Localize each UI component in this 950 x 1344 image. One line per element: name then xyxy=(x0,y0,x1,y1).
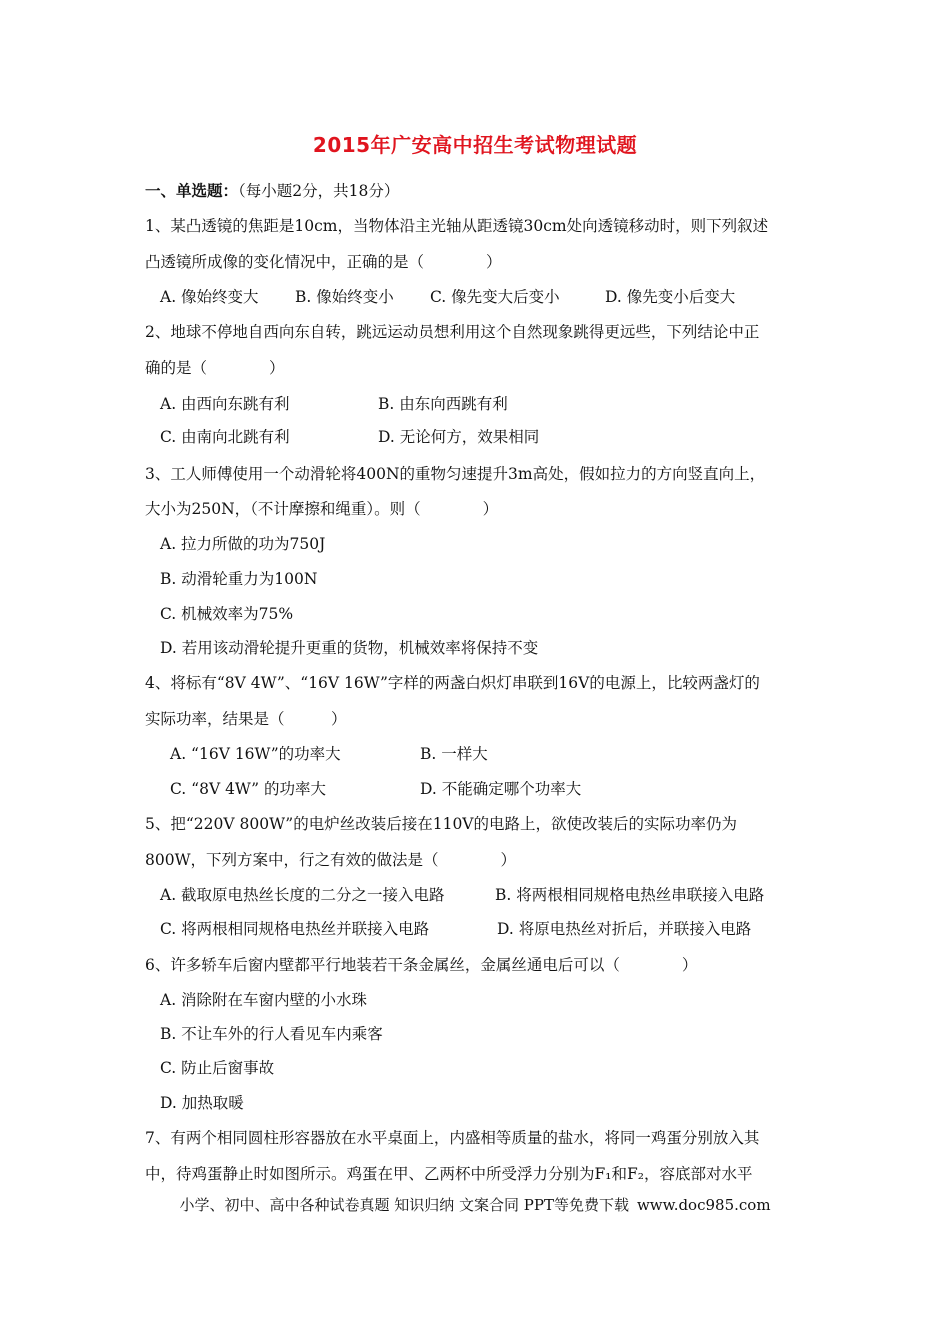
question-1-option-a: A. 像始终变大 xyxy=(160,288,259,306)
question-7-line-2: 中，待鸡蛋静止时如图所示。鸡蛋在甲、乙两杯中所受浮力分别为F₁和F₂，容底部对水平 xyxy=(145,1165,753,1183)
question-6-option-b: B. 不让车外的行人看见车内乘客 xyxy=(160,1025,383,1043)
question-2-line-2: 确的是（ ） xyxy=(145,359,285,377)
question-4-line-2: 实际功率，结果是（ ） xyxy=(145,710,347,728)
question-3-line-1: 3、工人师傅使用一个动滑轮将400N的重物匀速提升3m高处，假如拉力的方向竖直向上， xyxy=(145,465,766,483)
question-4-option-c: C. “8V 4W” 的功率大 xyxy=(170,780,326,798)
page-footer xyxy=(0,1194,950,1215)
page-title: 2015年广安高中招生考试物理试题 xyxy=(312,133,638,157)
question-7-line-1: 7、有两个相同圆柱形容器放在水平桌面上，内盛相等质量的盐水，将同一鸡蛋分别放入其 xyxy=(145,1129,760,1147)
question-3-option-b: B. 动滑轮重力为100N xyxy=(160,570,318,588)
question-6-option-a: A. 消除附在车窗内壁的小水珠 xyxy=(160,991,368,1009)
question-5-option-b: B. 将两根相同规格电热丝串联接入电路 xyxy=(495,886,765,904)
question-2-option-a: A. 由西向东跳有利 xyxy=(160,395,290,413)
question-2-option-b: B. 由东向西跳有利 xyxy=(378,395,508,413)
question-1-option-c: C. 像先变大后变小 xyxy=(430,288,560,306)
question-4-line-1: 4、将标有“8V 4W”、“16V 16W”字样的两盏白炽灯串联到16V的电源上，比较两盏灯的 xyxy=(145,674,760,692)
question-6-line-1: 6、许多轿车后窗内壁都平行地装若干条金属丝，金属丝通电后可以（ ） xyxy=(145,956,698,974)
section-heading-label: 一、单选题： xyxy=(145,181,239,200)
question-4-option-b: B. 一样大 xyxy=(420,745,488,763)
question-4-option-a: A. “16V 16W”的功率大 xyxy=(170,745,341,763)
question-2-line-1: 2、地球不停地自西向东自转，跳远运动员想利用这个自然现象跳得更远些，下列结论中正 xyxy=(145,323,760,341)
question-3-option-c: C. 机械效率为75% xyxy=(160,605,294,623)
question-3-line-2: 大小为250N，（不计摩擦和绳重）。则（ ） xyxy=(145,500,499,518)
question-5-option-a: A. 截取原电热丝长度的二分之一接入电路 xyxy=(160,886,445,904)
question-2-option-d: D. 无论何方，效果相同 xyxy=(378,428,540,446)
question-6-option-c: C. 防止后窗事故 xyxy=(160,1059,275,1077)
question-6-option-d: D. 加热取暖 xyxy=(160,1094,244,1112)
question-1-option-b: B. 像始终变小 xyxy=(295,288,394,306)
footer-url[interactable]: www.doc985.com xyxy=(636,1196,771,1214)
question-5-line-1: 5、把“220V 800W”的电炉丝改装后接在110V的电路上，欲使改装后的实际功率仍为 xyxy=(145,815,737,833)
question-5-line-2: 800W，下列方案中，行之有效的做法是（ ） xyxy=(145,851,517,869)
question-5-option-c: C. 将两根相同规格电热丝并联接入电路 xyxy=(160,920,430,938)
question-4-option-d: D. 不能确定哪个功率大 xyxy=(420,780,582,798)
section-heading xyxy=(145,181,399,201)
question-1-line-2: 凸透镜所成像的变化情况中，正确的是（ ） xyxy=(145,253,502,271)
question-1-option-d: D. 像先变小后变大 xyxy=(605,288,736,306)
question-3-option-a: A. 拉力所做的功为750J xyxy=(160,535,326,553)
question-5-option-d: D. 将原电热丝对折后，并联接入电路 xyxy=(497,920,752,938)
question-2-option-c: C. 由南向北跳有利 xyxy=(160,428,290,446)
footer-text: 小学、初中、高中各种试卷真题 知识归纳 文案合同 PPT等免费下载 xyxy=(179,1196,629,1214)
section-note: （每小题2分，共18分） xyxy=(238,182,400,200)
question-1-line-1: 1、某凸透镜的焦距是10cm，当物体沿主光轴从距透镜30cm处向透镜移动时，则下列叙述 xyxy=(145,217,769,235)
question-3-option-d: D. 若用该动滑轮提升更重的货物，机械效率将保持不变 xyxy=(160,639,539,657)
